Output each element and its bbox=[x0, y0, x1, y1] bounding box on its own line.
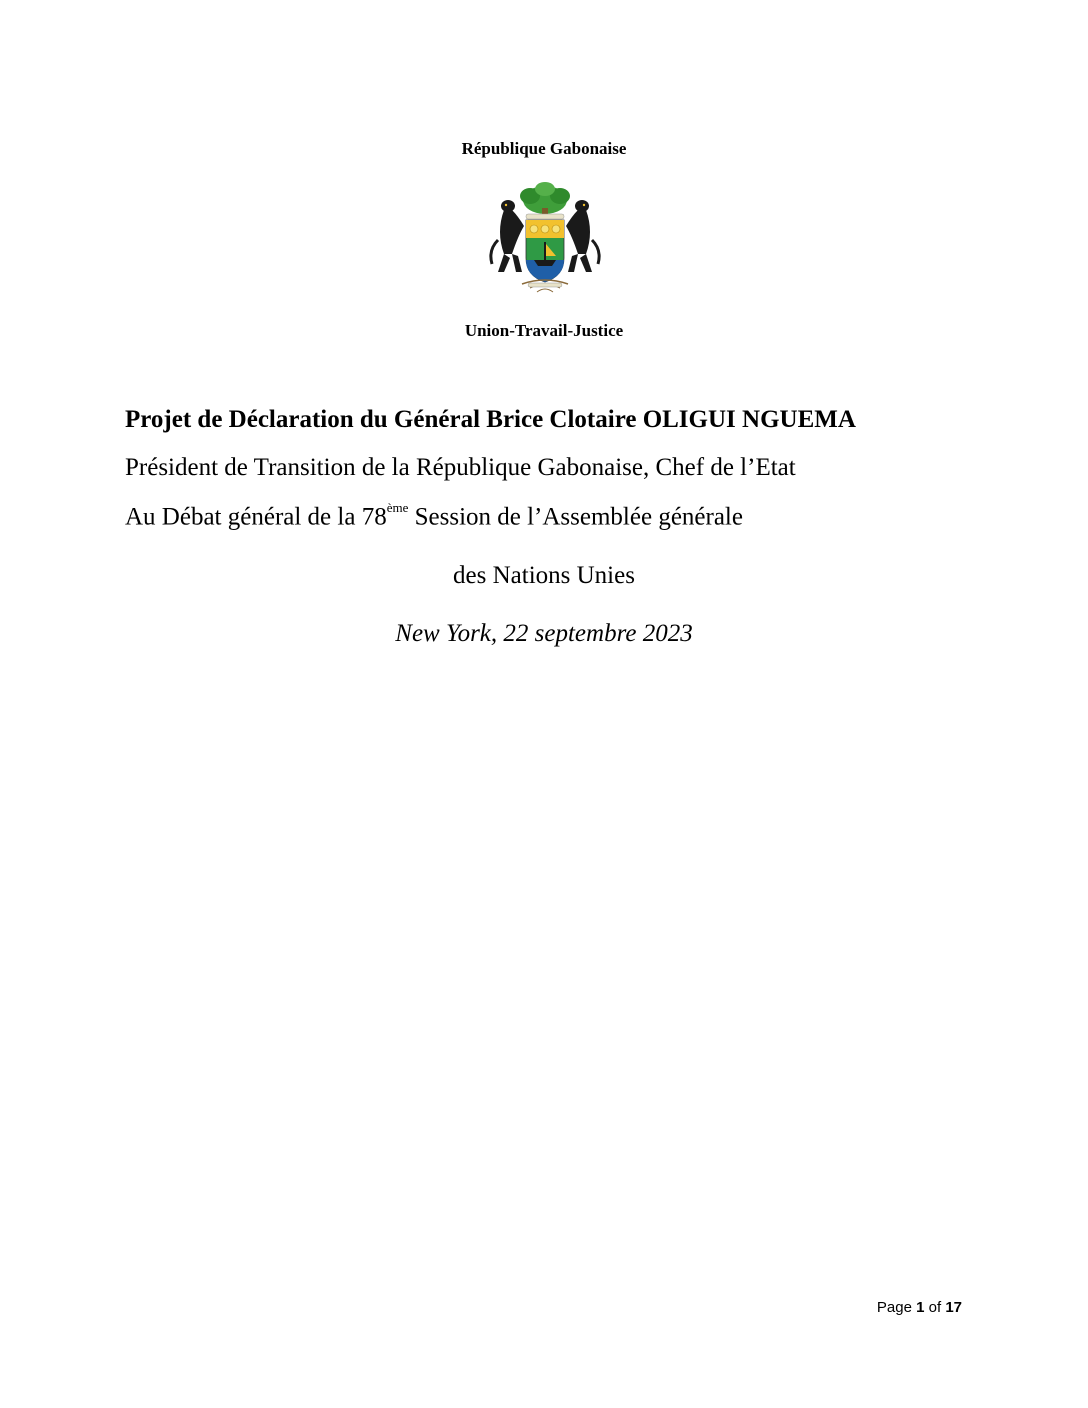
tree-icon bbox=[520, 182, 570, 218]
page-current: 1 bbox=[916, 1299, 925, 1316]
page-total: 17 bbox=[945, 1299, 962, 1316]
page-word: Page bbox=[876, 1299, 912, 1316]
subtitle-line-2 bbox=[125, 500, 743, 531]
left-panther-icon bbox=[491, 200, 524, 272]
subtitle-line-1: Président de Transition de la République Gabonaise, Chef de l’Etat bbox=[125, 454, 796, 481]
gabon-coat-of-arms-icon bbox=[482, 180, 608, 300]
of-word: of bbox=[928, 1299, 942, 1316]
country-name: République Gabonaise bbox=[461, 139, 627, 158]
subtitle-line-2-prefix: Au Débat général de la 78 bbox=[125, 503, 387, 531]
shield-icon bbox=[526, 220, 564, 282]
document-title: Projet de Déclaration du Général Brice Clotaire OLIGUI NGUEMA bbox=[125, 406, 856, 433]
subtitle-line-3: des Nations Unies bbox=[453, 562, 635, 589]
national-motto: Union-Travail-Justice bbox=[464, 321, 624, 340]
right-panther-icon bbox=[566, 200, 599, 272]
page-number bbox=[877, 1299, 962, 1316]
subtitle-line-2-suffix: Session de l’Assemblée générale bbox=[408, 503, 743, 531]
place-and-date: New York, 22 septembre 2023 bbox=[395, 620, 693, 647]
ordinal-superscript: ème bbox=[386, 500, 409, 515]
